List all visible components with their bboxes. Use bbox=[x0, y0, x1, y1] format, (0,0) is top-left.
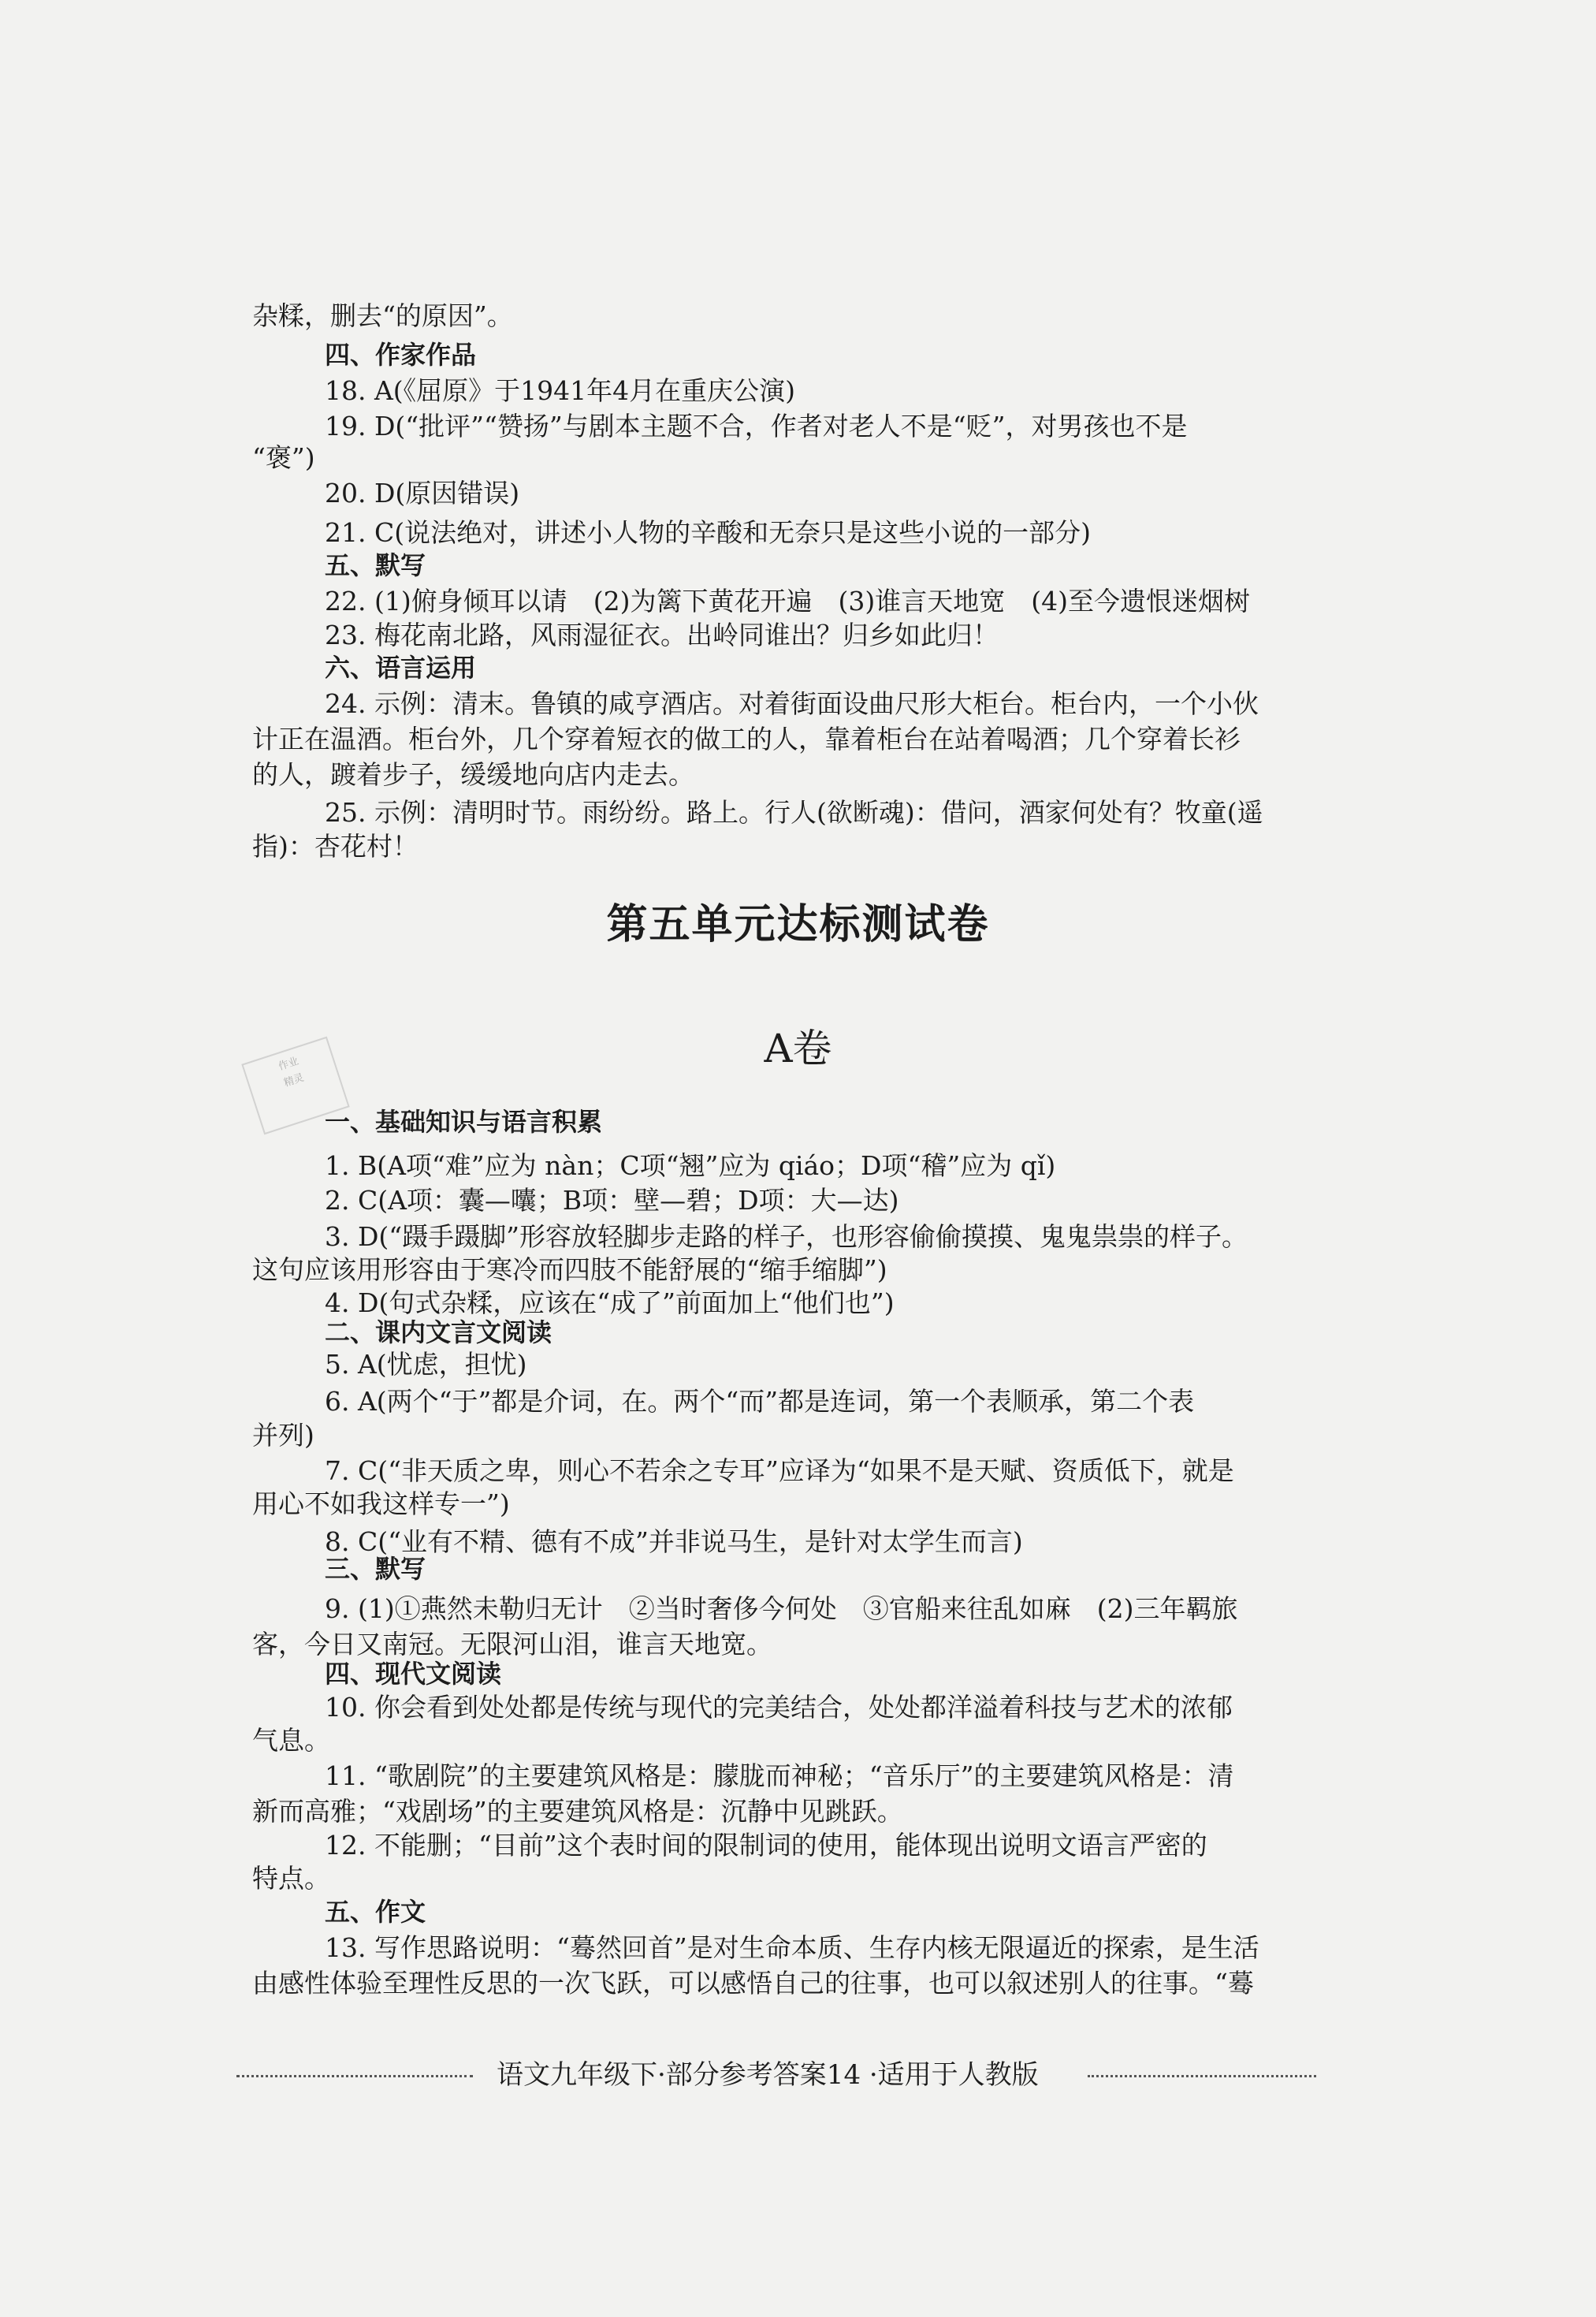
answer-line: 由感性体验至理性反思的一次飞跃，可以感悟自己的往事，也可以叙述别人的往事。“蓦 bbox=[252, 1968, 1254, 1999]
stamp-mark: 作业 精灵 bbox=[241, 1037, 349, 1135]
section-heading: 三、默写 bbox=[325, 1554, 426, 1584]
answer-line: 22. (1)俯身倾耳以请 (2)为篱下黄花开遍 (3)谁言天地宽 (4)至今遗恨迷烟树 bbox=[325, 586, 1250, 617]
answer-line: 10. 你会看到处处都是传统与现代的完美结合，处处都洋溢着科技与艺术的浓郁 bbox=[325, 1692, 1233, 1723]
answer-line: 11. “歌剧院”的主要建筑风格是：朦胧而神秘；“音乐厅”的主要建筑风格是：清 bbox=[325, 1760, 1234, 1791]
answer-line: “褒”) bbox=[252, 442, 315, 473]
section-heading: 一、基础知识与语言积累 bbox=[325, 1107, 603, 1137]
answer-line: 23. 梅花南北路，风雨湿征衣。出岭同谁出？归乡如此归！ bbox=[325, 620, 999, 650]
answer-line: 气息。 bbox=[252, 1725, 330, 1756]
answer-line: 客，今日又南冠。无限河山泪，谁言天地宽。 bbox=[252, 1629, 772, 1660]
answer-line: 这句应该用形容由于寒冷而四肢不能舒展的“缩手缩脚”) bbox=[252, 1254, 887, 1285]
section-heading: 二、课内文言文阅读 bbox=[325, 1317, 552, 1347]
answer-line: 指)：杏花村！ bbox=[252, 831, 419, 862]
answer-line: 20. D(原因错误) bbox=[325, 478, 520, 508]
footer-divider bbox=[1088, 2075, 1316, 2077]
answer-line: 用心不如我这样专一”) bbox=[252, 1488, 510, 1519]
section-heading: 四、现代文阅读 bbox=[325, 1659, 502, 1689]
section-heading: 五、作文 bbox=[325, 1897, 426, 1927]
text-line: 杂糅，删去“的原因”。 bbox=[252, 300, 513, 331]
section-heading: 六、语言运用 bbox=[325, 653, 477, 683]
footer-text: 语文九年级下·部分参考答案14 ·适用于人教版 bbox=[497, 2059, 1039, 2091]
footer-divider bbox=[236, 2075, 473, 2077]
answer-line: 21. C(说法绝对，讲述小人物的辛酸和无奈只是这些小说的一部分) bbox=[325, 517, 1091, 548]
answer-line: 1. B(A项“难”应为 nàn；C项“翘”应为 qiáo；D项“稽”应为 qǐ) bbox=[325, 1150, 1056, 1181]
answer-line: 并列) bbox=[252, 1420, 314, 1451]
section-heading: 四、作家作品 bbox=[325, 340, 477, 370]
answer-line: 18. A(《屈原》于1941年4月在重庆公演) bbox=[325, 375, 796, 406]
answer-line: 5. A(忧虑，担忧) bbox=[325, 1349, 527, 1380]
answer-line: 新而高雅；“戏剧场”的主要建筑风格是：沉静中见跳跃。 bbox=[252, 1796, 903, 1827]
section-heading: 五、默写 bbox=[325, 550, 426, 580]
answer-line: 7. C(“非天质之卑，则心不若余之专耳”应译为“如果不是天赋、资质低下，就是 bbox=[325, 1455, 1234, 1486]
answer-line: 9. (1)①燕然未勒归无计 ②当时奢侈今何处 ③官船来往乱如麻 (2)三年羁旅 bbox=[325, 1593, 1238, 1624]
answer-line: 13. 写作思路说明：“蓦然回首”是对生命本质、生存内核无限逼近的探索，是生活 bbox=[325, 1932, 1259, 1963]
answer-line: 19. D(“批评”“赞扬”与剧本主题不合，作者对老人不是“贬”，对男孩也不是 bbox=[325, 411, 1188, 441]
answer-line: 8. C(“业有不精、德有不成”并非说马生，是针对太学生而言) bbox=[325, 1526, 1023, 1557]
answer-line: 24. 示例：清末。鲁镇的咸亨酒店。对着街面设曲尺形大柜台。柜台内，一个小伙 bbox=[325, 688, 1259, 719]
answer-line: 计正在温酒。柜台外，几个穿着短衣的做工的人，靠着柜台在站着喝酒；几个穿着长衫 bbox=[252, 724, 1241, 754]
answer-line: 3. D(“蹑手蹑脚”形容放轻脚步走路的样子，也形容偷偷摸摸、鬼鬼祟祟的样子。 bbox=[325, 1221, 1248, 1252]
answer-line: 25. 示例：清明时节。雨纷纷。路上。行人(欲断魂)：借问，酒家何处有？牧童(遥 bbox=[325, 797, 1263, 828]
answer-line: 的人，踱着步子，缓缓地向店内走去。 bbox=[252, 759, 694, 790]
volume-title: A卷 bbox=[764, 1026, 832, 1071]
answer-line: 12. 不能删；“目前”这个表时间的限制词的使用，能体现出说明文语言严密的 bbox=[325, 1830, 1207, 1861]
answer-line: 6. A(两个“于”都是介词，在。两个“而”都是连词，第一个表顺承，第二个表 bbox=[325, 1386, 1195, 1417]
page-title: 第五单元达标测试卷 bbox=[606, 901, 990, 948]
answer-line: 2. C(A项：囊—囔；B项：壁—碧；D项：大—达) bbox=[325, 1185, 899, 1216]
page-footer bbox=[236, 2053, 1316, 2092]
answer-line: 特点。 bbox=[252, 1863, 330, 1894]
answer-line: 4. D(句式杂糅，应该在“成了”前面加上“他们也”) bbox=[325, 1287, 895, 1318]
